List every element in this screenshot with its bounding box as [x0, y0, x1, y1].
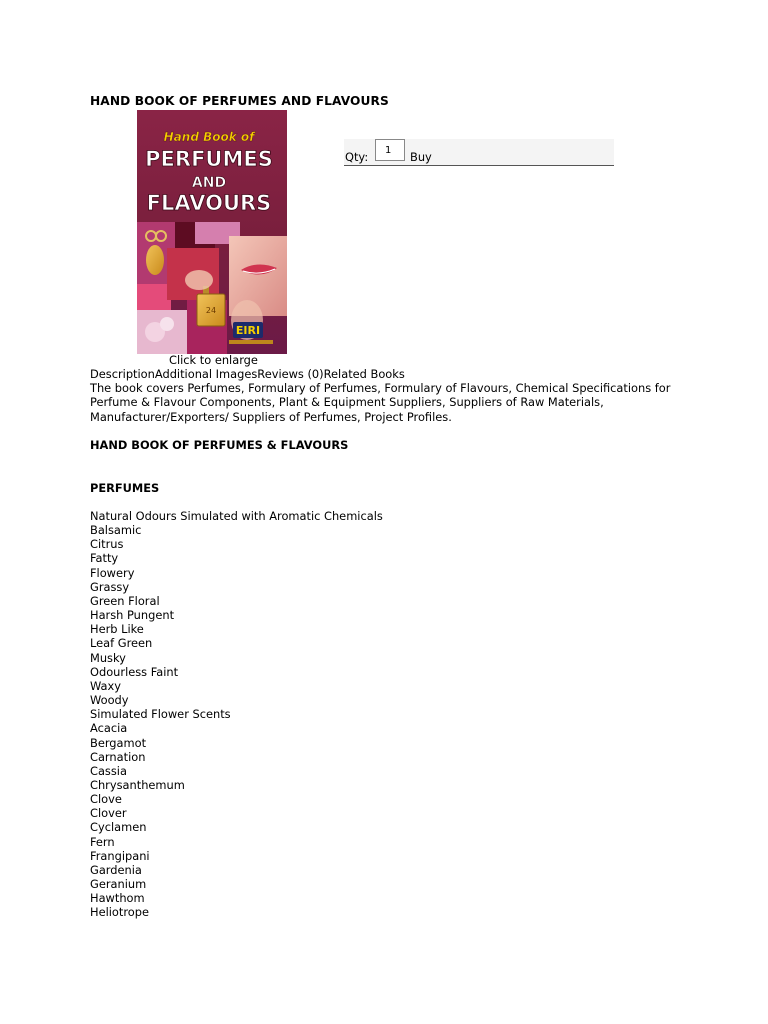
- qty-label: Qty:: [345, 150, 369, 164]
- list-item: Citrus: [90, 537, 124, 552]
- cover-title-line3: FLAVOURS: [146, 191, 272, 215]
- list-item: Geranium: [90, 877, 147, 892]
- list-item: Cyclamen: [90, 820, 147, 835]
- list-item: Heliotrope: [90, 905, 149, 920]
- cover-top-text: Hand Book of: [163, 130, 255, 144]
- list-item: Leaf Green: [90, 636, 153, 651]
- purchase-box: [344, 139, 614, 166]
- list-item: Clove: [90, 792, 122, 807]
- list-item: Bergamot: [90, 735, 147, 750]
- list-item: Acacia: [90, 721, 128, 736]
- description-block: [90, 381, 690, 495]
- list-item: Cassia: [90, 763, 127, 778]
- list-item: Chrysanthemum: [90, 777, 185, 792]
- list-item: Clover: [90, 806, 127, 821]
- list-item: Green Floral: [90, 593, 160, 608]
- section-title: HAND BOOK OF PERFUMES & FLAVOURS: [90, 438, 349, 453]
- list-item: Frangipani: [90, 848, 150, 863]
- page-title: HAND BOOK OF PERFUMES AND FLAVOURS: [90, 94, 389, 108]
- subsection-title: PERFUMES: [90, 480, 160, 495]
- list-item: Waxy: [90, 678, 121, 693]
- book-cover-image[interactable]: [137, 110, 287, 354]
- list-item: Musky: [90, 650, 126, 665]
- product-tabs: [90, 367, 405, 381]
- enlarge-caption[interactable]: Click to enlarge: [169, 353, 258, 367]
- list-item: Odourless Faint: [90, 664, 179, 679]
- list-item: Woody: [90, 693, 129, 708]
- contents-list: [90, 509, 383, 920]
- list-item: Natural Odours Simulated with Aromatic Chemicals: [90, 509, 383, 523]
- cover-logo-text: EIRI: [235, 324, 261, 337]
- list-item: Grassy: [90, 579, 130, 594]
- list-item: Fatty: [90, 551, 119, 566]
- tab-additional-images[interactable]: Additional Images: [154, 367, 258, 381]
- description-text: The book covers Perfumes, Formulary of Perfumes, Formulary of Flavours, Chemical Specifications for Perfume & Flavour Components, Plant & Equipment Suppliers, Suppliers of Raw Materials, Manufacturer/Exporters/ Suppliers of Perfumes, Project Profiles.: [90, 381, 671, 424]
- book-cover-illustration: [137, 110, 287, 354]
- qty-input[interactable]: [375, 139, 405, 161]
- cover-title-line2: AND: [191, 175, 227, 191]
- cover-bottle-label: 24: [205, 306, 217, 315]
- list-item: Herb Like: [90, 622, 144, 637]
- cover-title-line1: PERFUMES: [145, 147, 273, 171]
- tab-related-books[interactable]: Related Books: [323, 367, 405, 381]
- tab-reviews[interactable]: Reviews (0): [257, 367, 324, 381]
- tab-description[interactable]: Description: [90, 367, 155, 381]
- list-item: Flowery: [90, 565, 135, 580]
- list-item: Simulated Flower Scents: [90, 707, 231, 722]
- list-item: Carnation: [90, 749, 146, 764]
- list-item: Harsh Pungent: [90, 608, 175, 623]
- list-item: Fern: [90, 834, 115, 849]
- list-item: Hawthom: [90, 891, 145, 906]
- list-item: Balsamic: [90, 523, 142, 538]
- list-item: Gardenia: [90, 862, 142, 877]
- buy-button[interactable]: Buy: [410, 150, 432, 164]
